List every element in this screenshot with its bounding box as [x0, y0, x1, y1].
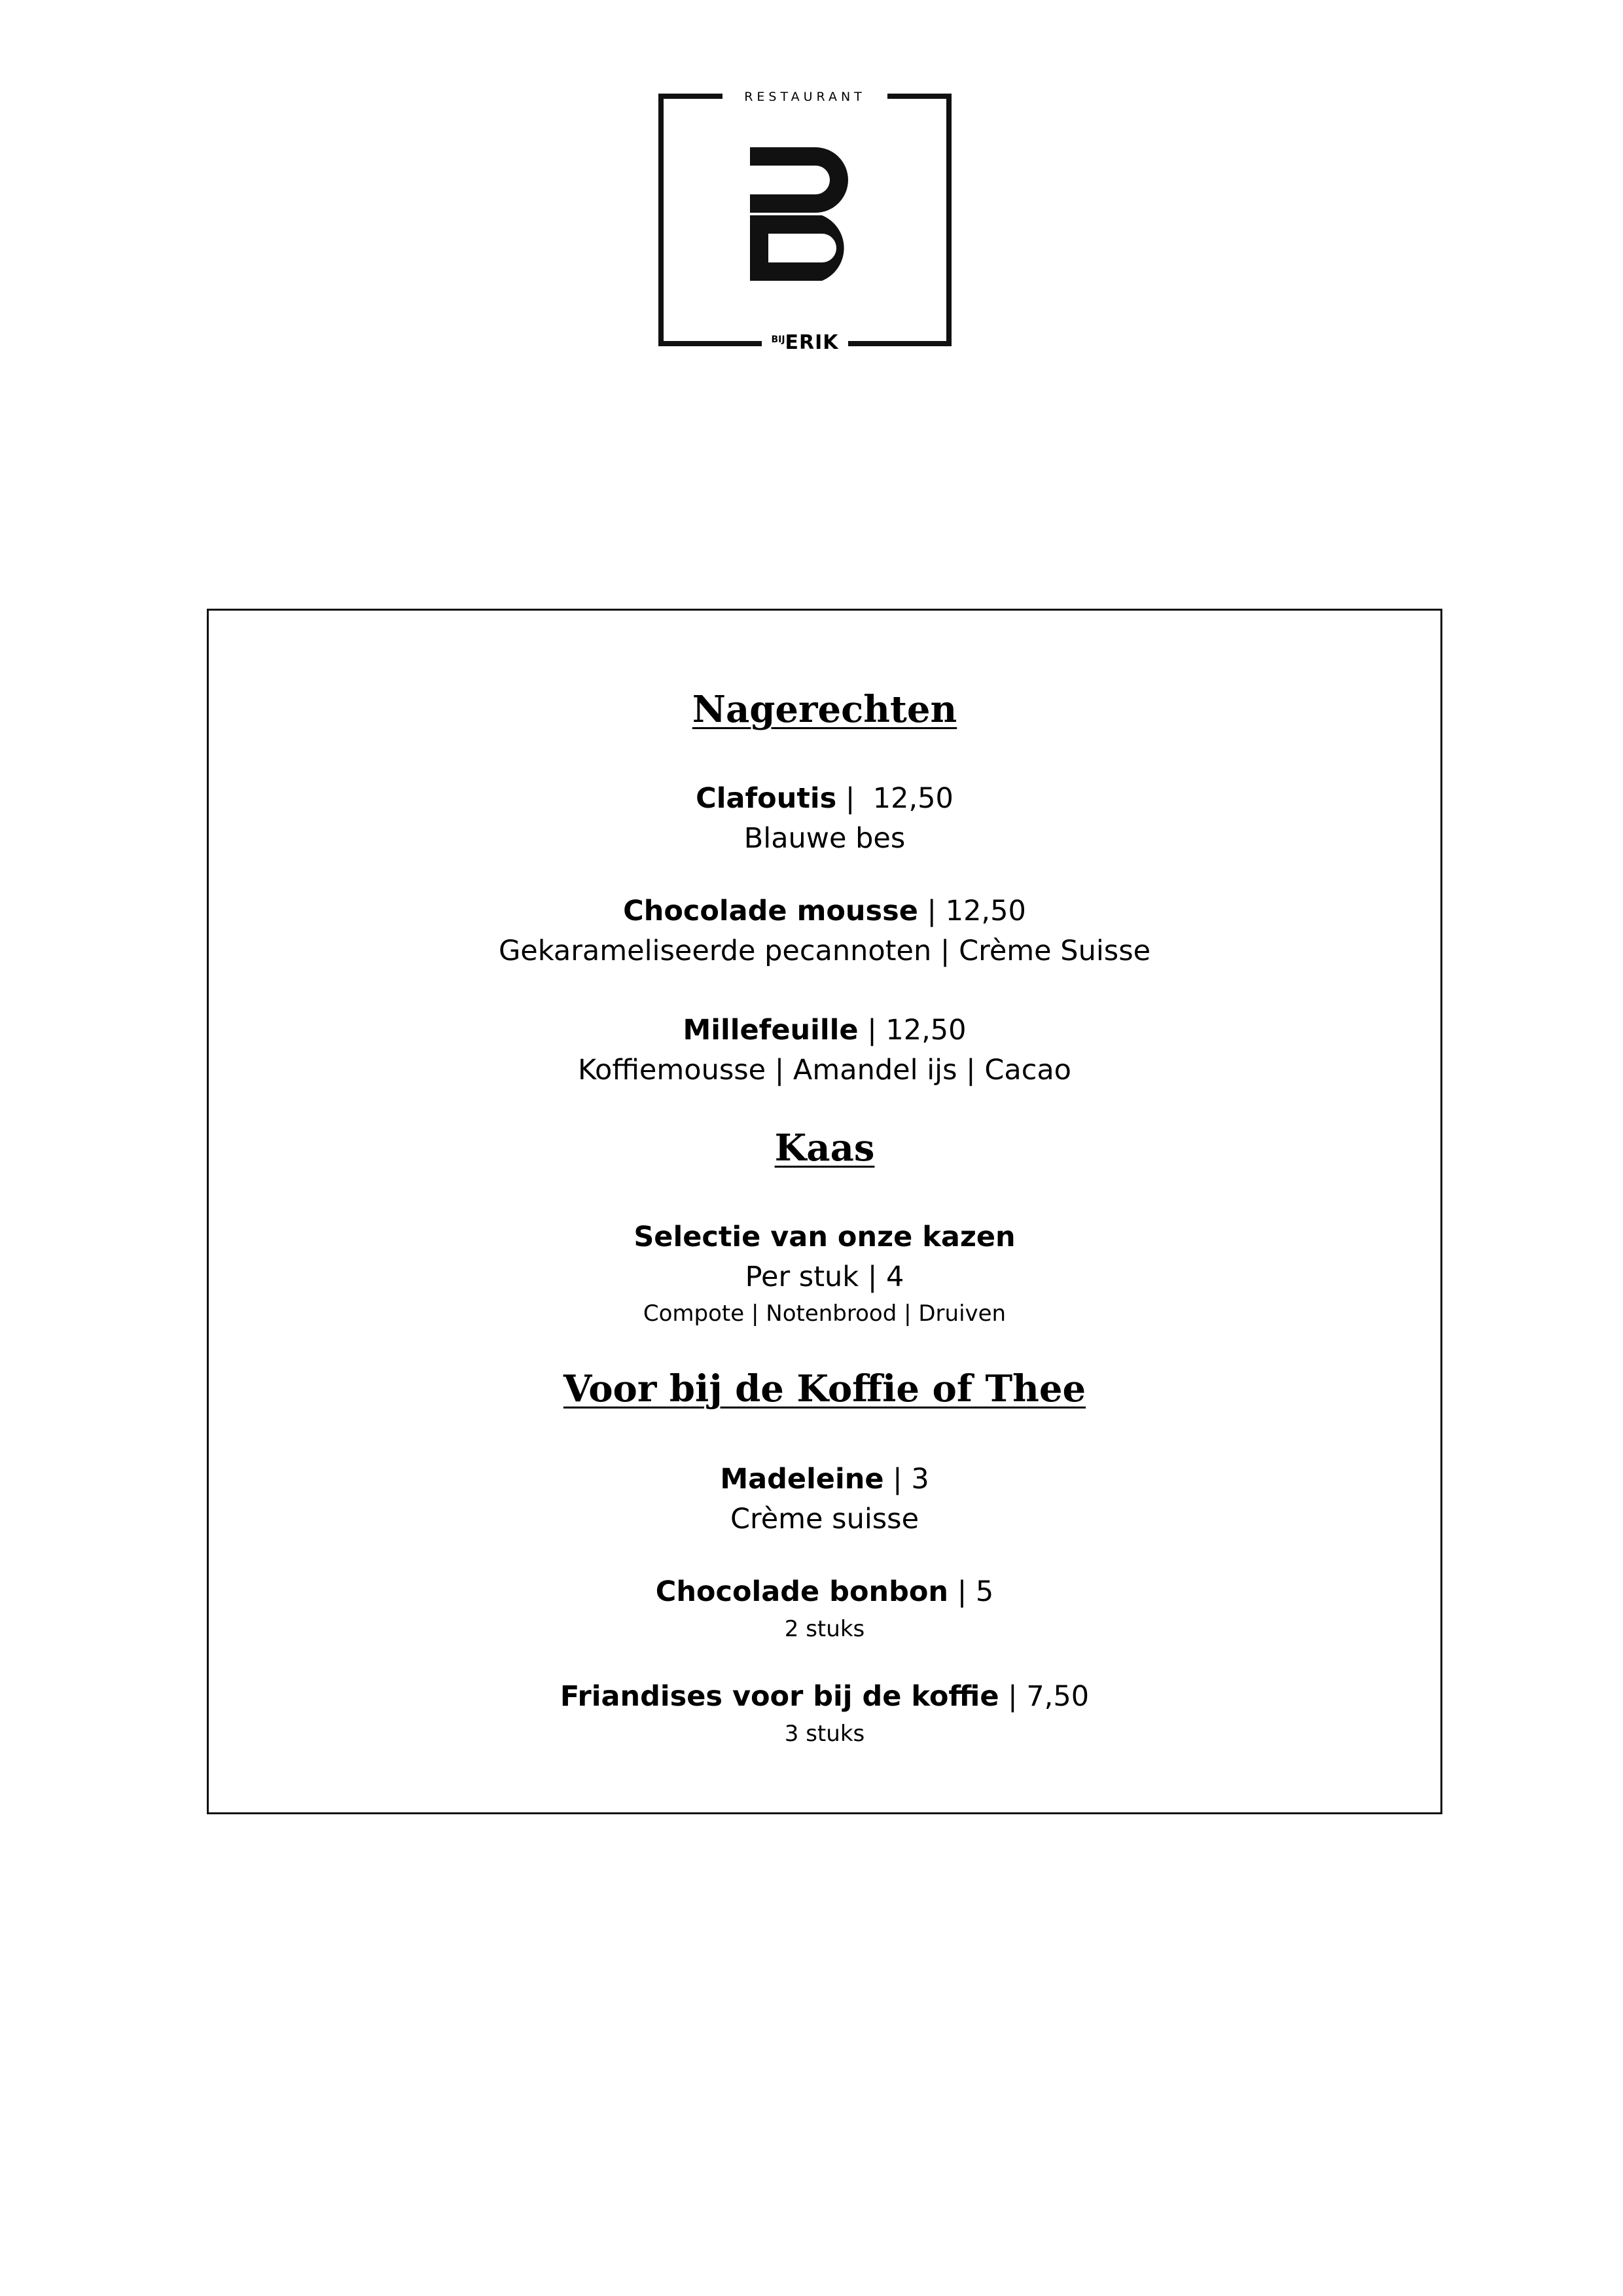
menu-item — [209, 1010, 1440, 1090]
item-description: Crème suisse — [730, 1503, 919, 1535]
item-name: Chocolade bonbon — [655, 1575, 949, 1608]
section-heading: Voor bij de Koffie of Thee — [563, 1367, 1086, 1410]
item-separator: | — [883, 1463, 912, 1496]
item-name: Clafoutis — [696, 782, 837, 815]
item-note: Compote | Notenbrood | Druiven — [643, 1300, 1007, 1327]
item-price-line: Per stuk | 4 — [745, 1261, 904, 1293]
item-separator: | — [999, 1680, 1027, 1713]
menu-item — [209, 1217, 1440, 1331]
section-heading: Kaas — [774, 1126, 875, 1170]
item-separator: | — [836, 782, 873, 815]
item-price: 3 — [911, 1463, 929, 1496]
section-nagerechten — [209, 688, 1440, 731]
item-name: Chocolade mousse — [623, 895, 918, 927]
item-description: Blauwe bes — [743, 822, 906, 855]
item-price: 12,50 — [872, 782, 954, 815]
section-koffie-thee — [209, 1367, 1440, 1410]
item-price: 12,50 — [885, 1014, 967, 1047]
item-price: 7,50 — [1026, 1680, 1090, 1713]
section-heading: Nagerechten — [692, 688, 957, 731]
item-name: Madeleine — [720, 1463, 884, 1496]
logo-restaurant-label: RESTAURANT — [744, 90, 866, 104]
item-price: 12,50 — [945, 895, 1026, 927]
menu-item — [209, 1459, 1440, 1539]
item-description: Koffiemousse | Amandel ijs | Cacao — [578, 1054, 1071, 1086]
logo-frame-left — [658, 94, 664, 346]
logo-erik-text: ERIK — [785, 331, 839, 354]
menu-item — [209, 891, 1440, 971]
item-note: 2 stuks — [784, 1616, 865, 1642]
item-name: Selectie van onze kazen — [633, 1221, 1016, 1253]
item-separator: | — [918, 895, 946, 927]
logo-monogram-b — [743, 142, 868, 286]
logo-erik-label — [658, 331, 952, 354]
item-note: 3 stuks — [784, 1721, 865, 1747]
item-separator: | — [948, 1575, 976, 1608]
logo-bij-prefix: BIJ — [771, 334, 785, 345]
menu-item — [209, 778, 1440, 858]
item-separator: | — [858, 1014, 886, 1047]
item-price: 5 — [975, 1575, 994, 1608]
menu-item — [209, 1676, 1440, 1751]
item-name: Millefeuille — [683, 1014, 859, 1047]
menu-item — [209, 1571, 1440, 1646]
item-description: Gekarameliseerde pecannoten | Crème Suisse — [498, 935, 1151, 967]
restaurant-logo — [658, 90, 952, 354]
section-kaas — [209, 1126, 1440, 1170]
menu-card — [207, 609, 1442, 1814]
logo-frame-right — [946, 94, 952, 346]
item-name: Friandises voor bij de koffie — [560, 1680, 999, 1713]
